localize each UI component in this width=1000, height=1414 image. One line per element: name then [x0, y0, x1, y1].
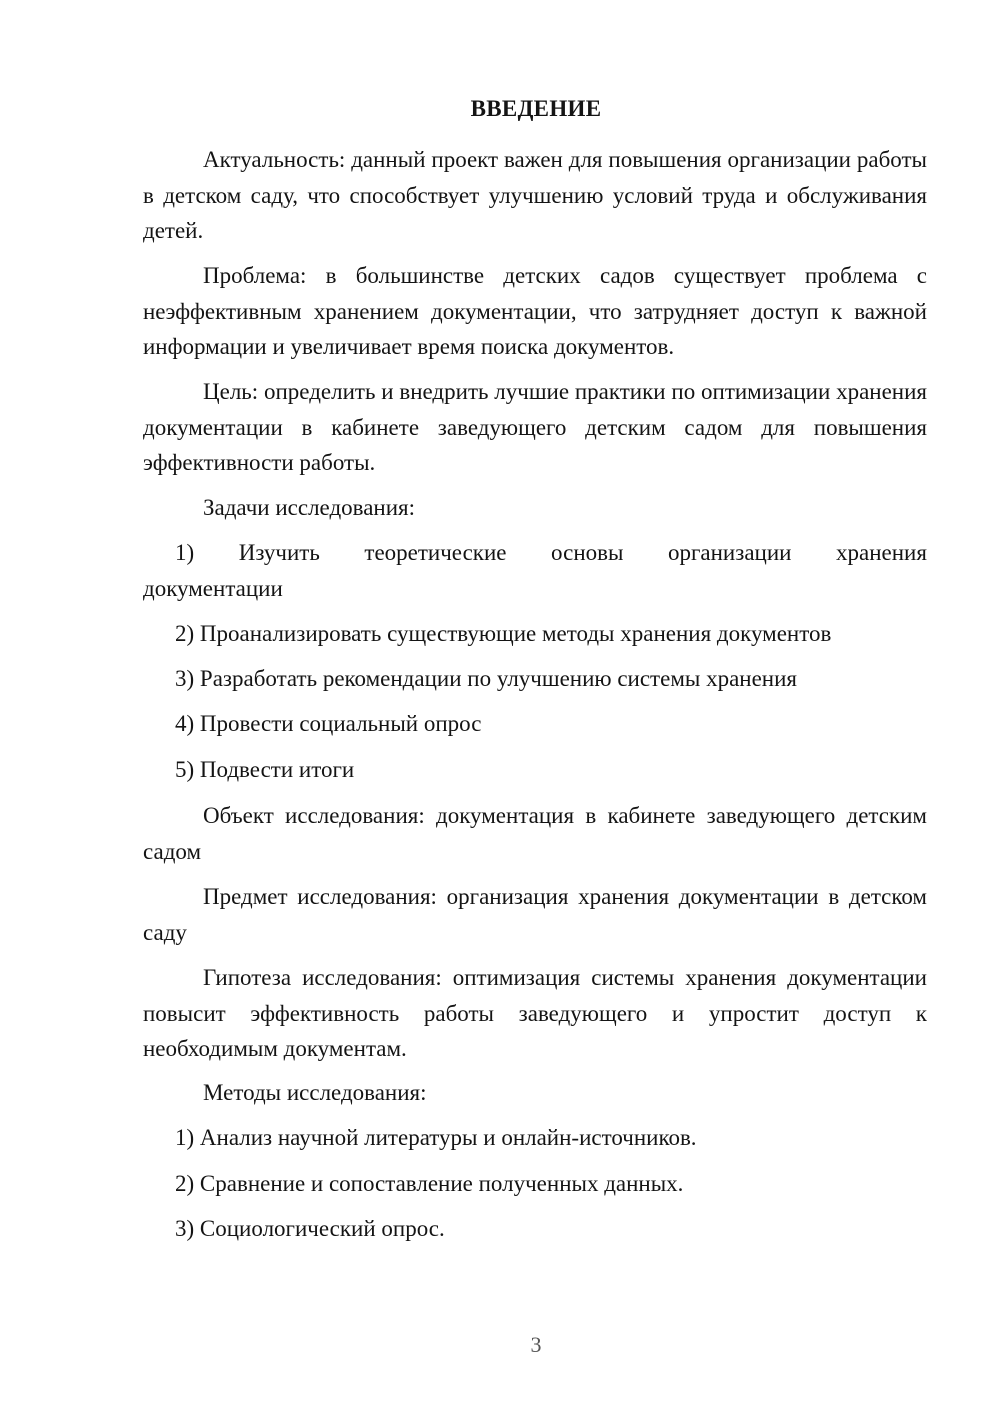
relevance-paragraph: Актуальность: данный проект важен для повышения организации работы в детском саду, что способствует улучшению условий труда и обслуживания детей. — [143, 147, 927, 243]
methods-heading: Методы исследования: — [203, 1080, 427, 1105]
task-item-5: 5) Подвести итоги — [175, 757, 355, 782]
hypothesis-paragraph: Гипотеза исследования: оптимизация системы хранения документации повысит эффективность работы заведующего и упростит доступ к необходимым документам. — [143, 965, 927, 1061]
task-item-1-word: Изучить — [238, 540, 320, 565]
method-item-1: 1) Анализ научной литературы и онлайн-источников. — [175, 1125, 697, 1150]
task-item-1-word: организации — [667, 540, 792, 565]
task-item-1-word: хранения — [836, 540, 927, 565]
goal-paragraph: Цель: определить и внедрить лучшие практики по оптимизации хранения документации в кабинете заведующего детским садом для повышения эффективности работы. — [143, 379, 927, 475]
task-item-4: 4) Провести социальный опрос — [175, 711, 482, 736]
method-item-3: 3) Социологический опрос. — [175, 1216, 445, 1241]
task-item-1-word: основы — [551, 540, 624, 565]
task-item-2: 2) Проанализировать существующие методы хранения документов — [175, 621, 832, 646]
task-item-1-word: теоретические — [364, 540, 507, 565]
problem-paragraph: Проблема: в большинстве детских садов существует проблема с неэффективным хранением документации, что затрудняет доступ к важной информации и увеличивает время поиска документов. — [143, 263, 927, 359]
section-heading: ВВЕДЕНИЕ — [470, 96, 602, 121]
method-item-2: 2) Сравнение и сопоставление полученных данных. — [175, 1171, 684, 1196]
task-item-1-continuation: документации — [143, 575, 283, 601]
tasks-heading: Задачи исследования: — [203, 495, 416, 520]
task-item-1-word: 1) — [175, 540, 195, 565]
object-paragraph: Объект исследования: документация в кабинете заведующего детским садом — [143, 803, 927, 864]
task-item-1 — [143, 535, 927, 606]
subject-paragraph: Предмет исследования: организация хранения документации в детском саду — [143, 884, 927, 945]
task-item-1-first-line — [143, 535, 927, 571]
task-item-3: 3) Разработать рекомендации по улучшению системы хранения — [175, 666, 797, 691]
page-number: 3 — [530, 1332, 542, 1357]
